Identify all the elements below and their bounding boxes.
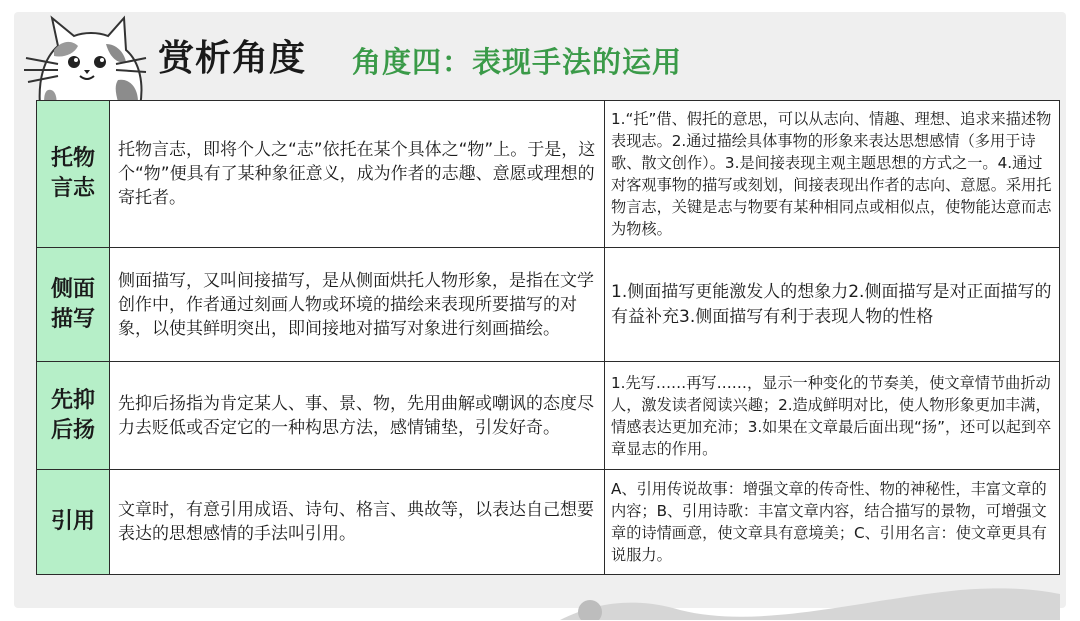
definition-cell: 侧面描写，又叫间接描写，是从侧面烘托人物形象，是指在文学创作中，作者通过刻画人物或环境的描绘来表现所要描写的对象，以使其鲜明突出，即间接地对描写对象进行刻画描绘。 [110, 248, 605, 362]
definition-cell: 先抑后扬指为肯定某人、事、景、物，先用曲解或嘲讽的态度尽力去贬低或否定它的一种构思方法，感情铺垫，引发好奇。 [110, 362, 605, 470]
table-row [37, 470, 1060, 575]
techniques-table [36, 100, 1060, 575]
row-label: 托物言志 [50, 146, 95, 201]
effect-cell: A、引用传说故事：增强文章的传奇性、物的神秘性，丰富文章的内容；B、引用诗歌：丰富文章内容，结合描写的景物，可增强文章的诗情画意，使文章具有意境美；C、引用名言：使文章更具有说服力。 [605, 470, 1060, 575]
definition-cell: 托物言志，即将个人之“志”依托在某个具体之“物”上。于是，这个“物”便具有了某种象征意义，成为作者的志趣、意愿或理想的寄托者。 [110, 101, 605, 248]
row-label-cell [37, 470, 110, 575]
definition-cell: 文章时，有意引用成语、诗句、格言、典故等，以表达自己想要表达的思想感情的手法叫引用。 [110, 470, 605, 575]
section-subtitle: 角度四：表现手法的运用 [352, 45, 683, 79]
table-row [37, 101, 1060, 248]
row-label-cell [37, 362, 110, 470]
row-label-cell [37, 248, 110, 362]
table-row [37, 362, 1060, 470]
effect-cell: 1.“托”借、假托的意思，可以从志向、情趣、理想、追求来描述物表现志。2.通过描绘具体事物的形象来表达思想感情（多用于诗歌、散文创作）。3.是间接表现主观主题思想的方式之一。4.通过对客观事物的描写或刻划，间接表现出作者的志向、意愿。采用托物言志，关键是志与物要有某种相同点或相似点，使物能达意而志为物核。 [605, 101, 1060, 248]
table-row [37, 248, 1060, 362]
row-label: 引用 [50, 509, 95, 534]
effect-cell: 1.侧面描写更能激发人的想象力2.侧面描写是对正面描写的有益补充3.侧面描写有利于表现人物的性格 [605, 248, 1060, 362]
effect-cell: 1.先写……再写……，显示一种变化的节奏美，使文章情节曲折动人，激发读者阅读兴趣；2.造成鲜明对比，使人物形象更加丰满，情感表达更加充沛；3.如果在文章最后面出现“扬”，还可以起到卒章显志的作用。 [605, 362, 1060, 470]
page-title: 赏析角度 [158, 38, 307, 79]
cat-icon [18, 10, 148, 106]
row-label-cell [37, 101, 110, 248]
row-label: 先抑后扬 [50, 387, 95, 443]
row-label: 侧面描写 [50, 276, 95, 332]
